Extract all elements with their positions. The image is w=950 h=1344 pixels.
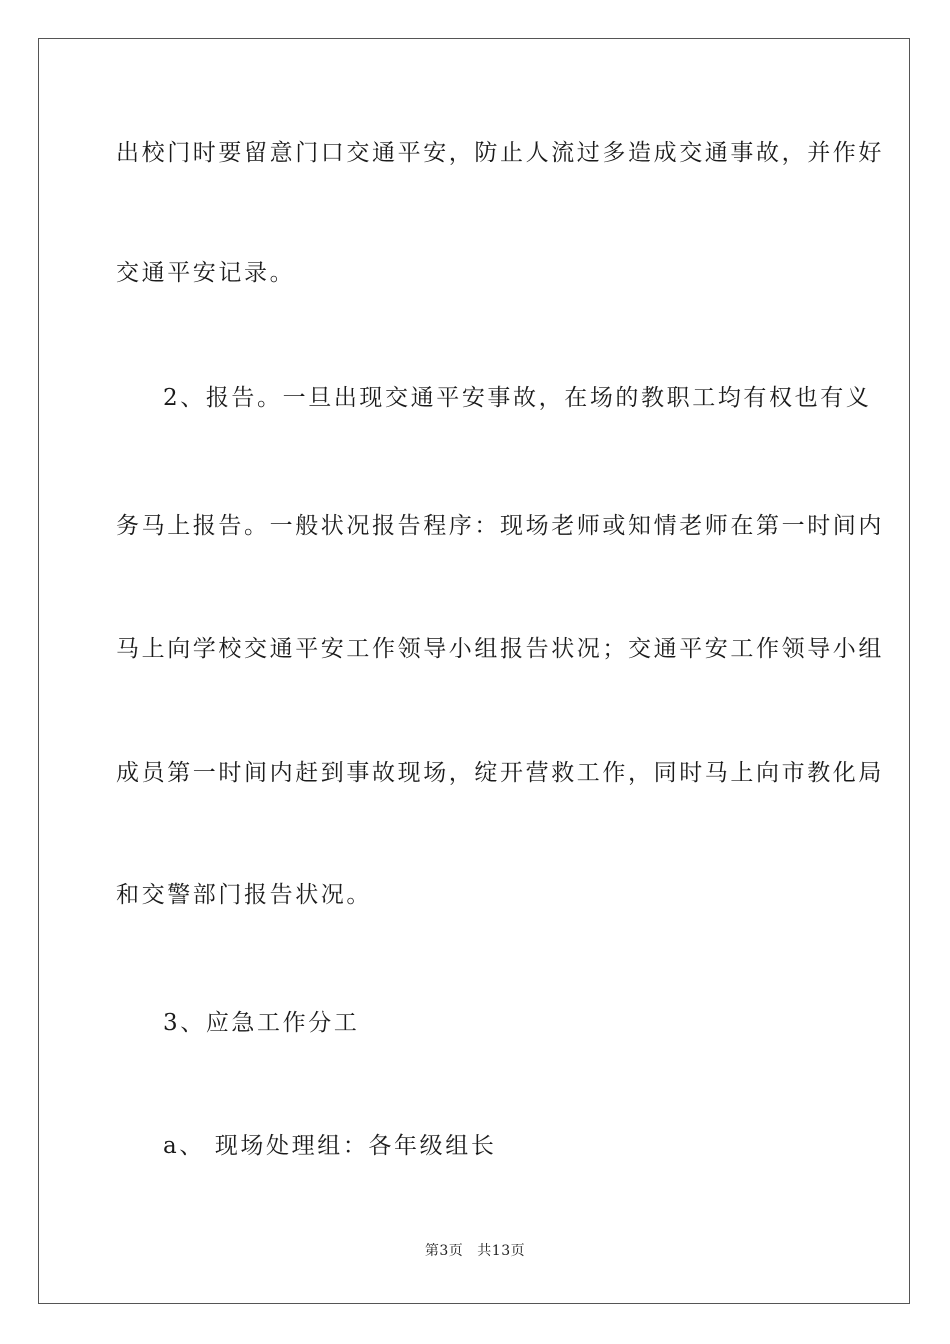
paragraph-2-start: 2、报告。一旦出现交通平安事故，在场的教职工均有权也有义 bbox=[163, 385, 872, 411]
body-text-line: 马上向学校交通平安工作领导小组报告状况；交通平安工作领导小组 bbox=[116, 636, 884, 662]
list-item: a、 现场处理组：各年级组长 bbox=[163, 1133, 497, 1159]
body-text-line: 交通平安记录。 bbox=[116, 260, 296, 286]
body-text-line: 成员第一时间内赶到事故现场，绽开营救工作，同时马上向市教化局 bbox=[116, 760, 884, 786]
body-text-line: 出校门时要留意门口交通平安，防止人流过多造成交通事故，并作好 bbox=[116, 140, 884, 166]
page-number: 第3页 bbox=[424, 1243, 464, 1259]
page-total: 共13页 bbox=[477, 1243, 526, 1259]
body-text-line: 务马上报告。一般状况报告程序：现场老师或知情老师在第一时间内 bbox=[116, 513, 884, 539]
page-border bbox=[38, 38, 910, 1304]
page-footer bbox=[0, 1240, 950, 1260]
body-text-line: 和交警部门报告状况。 bbox=[116, 882, 372, 908]
section-heading: 3、应急工作分工 bbox=[163, 1010, 360, 1036]
